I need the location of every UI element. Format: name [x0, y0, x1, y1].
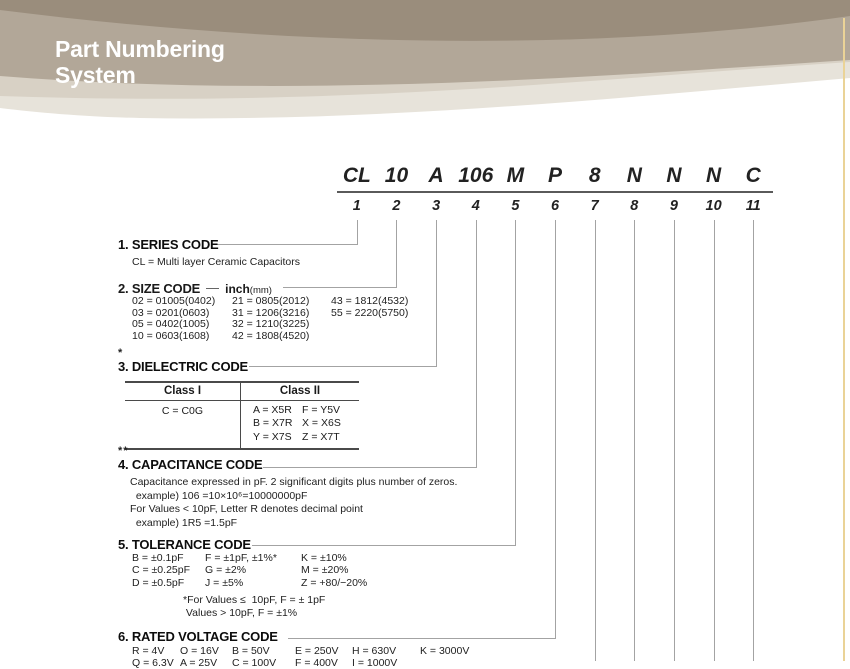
dielectric-class2-cell — [240, 401, 359, 448]
size-code-entry: 31 = 1206(3216) — [232, 306, 310, 319]
part-number-position: 4 — [471, 198, 480, 214]
capacitance-description-line: Capacitance expressed in pF. 2 significant digits plus number of zeros. — [130, 476, 458, 488]
series-description: CL = Multi layer Ceramic Capacitors — [132, 256, 300, 268]
dielectric-class2-header: Class II — [240, 383, 359, 400]
page-header — [0, 0, 850, 132]
part-number-position: 5 — [511, 198, 520, 214]
dielectric-code-entry: X = X6S — [302, 417, 341, 430]
part-number-position: 7 — [590, 198, 599, 214]
voltage-code-entry-clipped: I = 1000V — [352, 657, 398, 669]
connector-vertical-7 — [595, 220, 596, 661]
voltage-code-grid-clipped — [132, 658, 420, 669]
part-number-positions — [337, 198, 773, 214]
dielectric-class2-values — [241, 401, 359, 448]
part-number-code: CL — [342, 164, 371, 187]
size-code-grid — [132, 296, 408, 342]
size-code-entry: 43 = 1812(4532) — [331, 295, 409, 307]
section-title-tolerance: 5. TOLERANCE CODE — [118, 537, 251, 552]
voltage-code-entry: O = 16V — [180, 645, 219, 657]
connector-vertical-9 — [674, 220, 675, 661]
connector-vertical-4 — [476, 220, 477, 468]
section-title-dielectric: 3. DIELECTRIC CODE — [118, 359, 249, 374]
part-number-position: 10 — [705, 198, 722, 214]
part-number-position: 3 — [432, 198, 441, 214]
size-code-entry — [331, 319, 408, 331]
connector-horizontal-4 — [263, 467, 476, 468]
dielectric-code-entry: Y = X7S — [253, 430, 292, 443]
page-title-line1: Part Numbering — [55, 36, 225, 62]
part-number-code: C — [745, 164, 761, 187]
capacitance-description-line: example) 1R5 =1.5pF — [130, 516, 238, 529]
connector-horizontal-1 — [213, 244, 357, 245]
connector-horizontal-3 — [249, 366, 436, 367]
part-number-code: M — [506, 164, 525, 187]
part-number-position: 8 — [630, 198, 639, 214]
size-code-entry: 05 = 0402(1005) — [132, 318, 210, 331]
dielectric-code-entry: F = Y5V — [302, 404, 341, 416]
part-number-code: P — [548, 164, 563, 187]
tolerance-footnotes — [183, 594, 325, 620]
tolerance-footnote-line: *For Values ≤ 10pF, F = ± 1pF — [183, 594, 326, 606]
connector-vertical-5 — [515, 220, 516, 546]
connector-vertical-11 — [753, 220, 754, 661]
part-number-underline — [337, 191, 773, 193]
size-title-dash — [206, 288, 219, 289]
dielectric-code-entry: Z = X7T — [302, 430, 340, 443]
voltage-code-grid — [132, 646, 469, 657]
voltage-code-entry-clipped: F = 400V — [295, 657, 338, 669]
voltage-code-entry: H = 630V — [352, 645, 397, 657]
dielectric-table-body — [125, 401, 359, 448]
section-title-voltage: 6. RATED VOLTAGE CODE — [118, 629, 278, 644]
connector-horizontal-5 — [252, 545, 515, 546]
connector-vertical-8 — [634, 220, 635, 661]
tolerance-code-entry: B = ±0.1pF — [132, 552, 184, 564]
part-number-code: N — [626, 164, 642, 187]
capacitance-footnote-marker: ** — [118, 445, 129, 457]
part-number-position: 11 — [745, 198, 761, 214]
part-number-code: A — [428, 164, 444, 187]
size-unit-mm: (mm) — [249, 285, 272, 296]
connector-vertical-1 — [357, 220, 358, 245]
part-number-codes — [337, 164, 773, 188]
capacitance-description-line: example) 106 =10×10⁶=10000000pF — [130, 489, 308, 502]
tolerance-code-entry: C = ±0.25pF — [132, 564, 191, 577]
connector-vertical-2 — [396, 220, 397, 288]
tolerance-code-entry: K = ±10% — [301, 552, 347, 564]
dielectric-code-entry: A = X5R — [253, 404, 292, 416]
tolerance-code-entry: G = ±2% — [205, 564, 247, 577]
tolerance-code-entry: J = ±5% — [205, 576, 244, 589]
tolerance-code-entry: M = ±20% — [301, 564, 349, 577]
voltage-code-entry-clipped: A = 25V — [180, 657, 218, 669]
connector-vertical-10 — [714, 220, 715, 661]
size-code-entry: 02 = 01005(0402) — [132, 295, 216, 307]
dielectric-table-header — [125, 383, 359, 401]
capacitance-description — [130, 476, 457, 530]
dielectric-footnote-marker: * — [118, 347, 124, 359]
part-number-code: N — [666, 164, 682, 187]
section-title-series: 1. SERIES CODE — [118, 237, 219, 252]
capacitance-description-line: For Values < 10pF, Letter R denotes decimal point — [130, 503, 363, 516]
part-number-position: 9 — [669, 198, 678, 214]
connector-vertical-3 — [436, 220, 437, 367]
size-code-entry: 03 = 0201(0603) — [132, 306, 210, 319]
voltage-code-entry: K = 3000V — [420, 645, 470, 657]
part-number-code: N — [706, 164, 722, 187]
part-number-code: 10 — [384, 164, 409, 187]
size-code-entry: 21 = 0805(2012) — [232, 295, 310, 307]
dielectric-table — [125, 381, 359, 450]
part-number-position: 6 — [550, 198, 560, 214]
dielectric-code-entry: B = X7R — [253, 417, 293, 430]
size-code-entry: 42 = 1808(4520) — [232, 329, 310, 342]
size-code-entry — [331, 331, 408, 343]
size-code-entry: 10 = 0603(1608) — [132, 329, 210, 342]
connector-vertical-6 — [555, 220, 556, 639]
size-code-entry: 32 = 1210(3225) — [232, 318, 310, 331]
part-number-code: 106 — [458, 164, 494, 187]
part-number-position: 2 — [392, 198, 401, 214]
voltage-code-entry: E = 250V — [295, 645, 339, 657]
gold-accent-rule — [843, 18, 845, 661]
connector-horizontal-2 — [283, 287, 396, 288]
tolerance-code-grid — [132, 552, 367, 589]
voltage-code-entry-clipped: C = 100V — [232, 657, 277, 669]
voltage-code-entry: R = 4V — [132, 645, 165, 657]
tolerance-code-entry: Z = +80/−20% — [301, 576, 368, 589]
size-code-entry: 55 = 2220(5750) — [331, 306, 409, 319]
connector-horizontal-6 — [288, 638, 555, 639]
page-title-line2: System — [55, 62, 136, 88]
dielectric-class1-value: C = C0G — [161, 405, 204, 417]
part-number-position: 1 — [352, 198, 361, 214]
tolerance-footnote-line: Values > 10pF, F = ±1% — [183, 606, 298, 619]
voltage-code-entry-clipped: Q = 6.3V — [132, 657, 174, 669]
dielectric-class1-header: Class I — [163, 385, 202, 397]
section-title-size: 2. SIZE CODE — [118, 281, 201, 296]
section-title-capacitance: 4. CAPACITANCE CODE — [118, 457, 263, 472]
page-title — [55, 36, 225, 88]
voltage-code-entry: B = 50V — [232, 645, 270, 657]
size-unit-inch: inch — [225, 282, 250, 296]
tolerance-code-entry: F = ±1pF, ±1%* — [205, 552, 277, 564]
tolerance-code-entry: D = ±0.5pF — [132, 576, 185, 589]
part-number-code: 8 — [588, 164, 601, 187]
